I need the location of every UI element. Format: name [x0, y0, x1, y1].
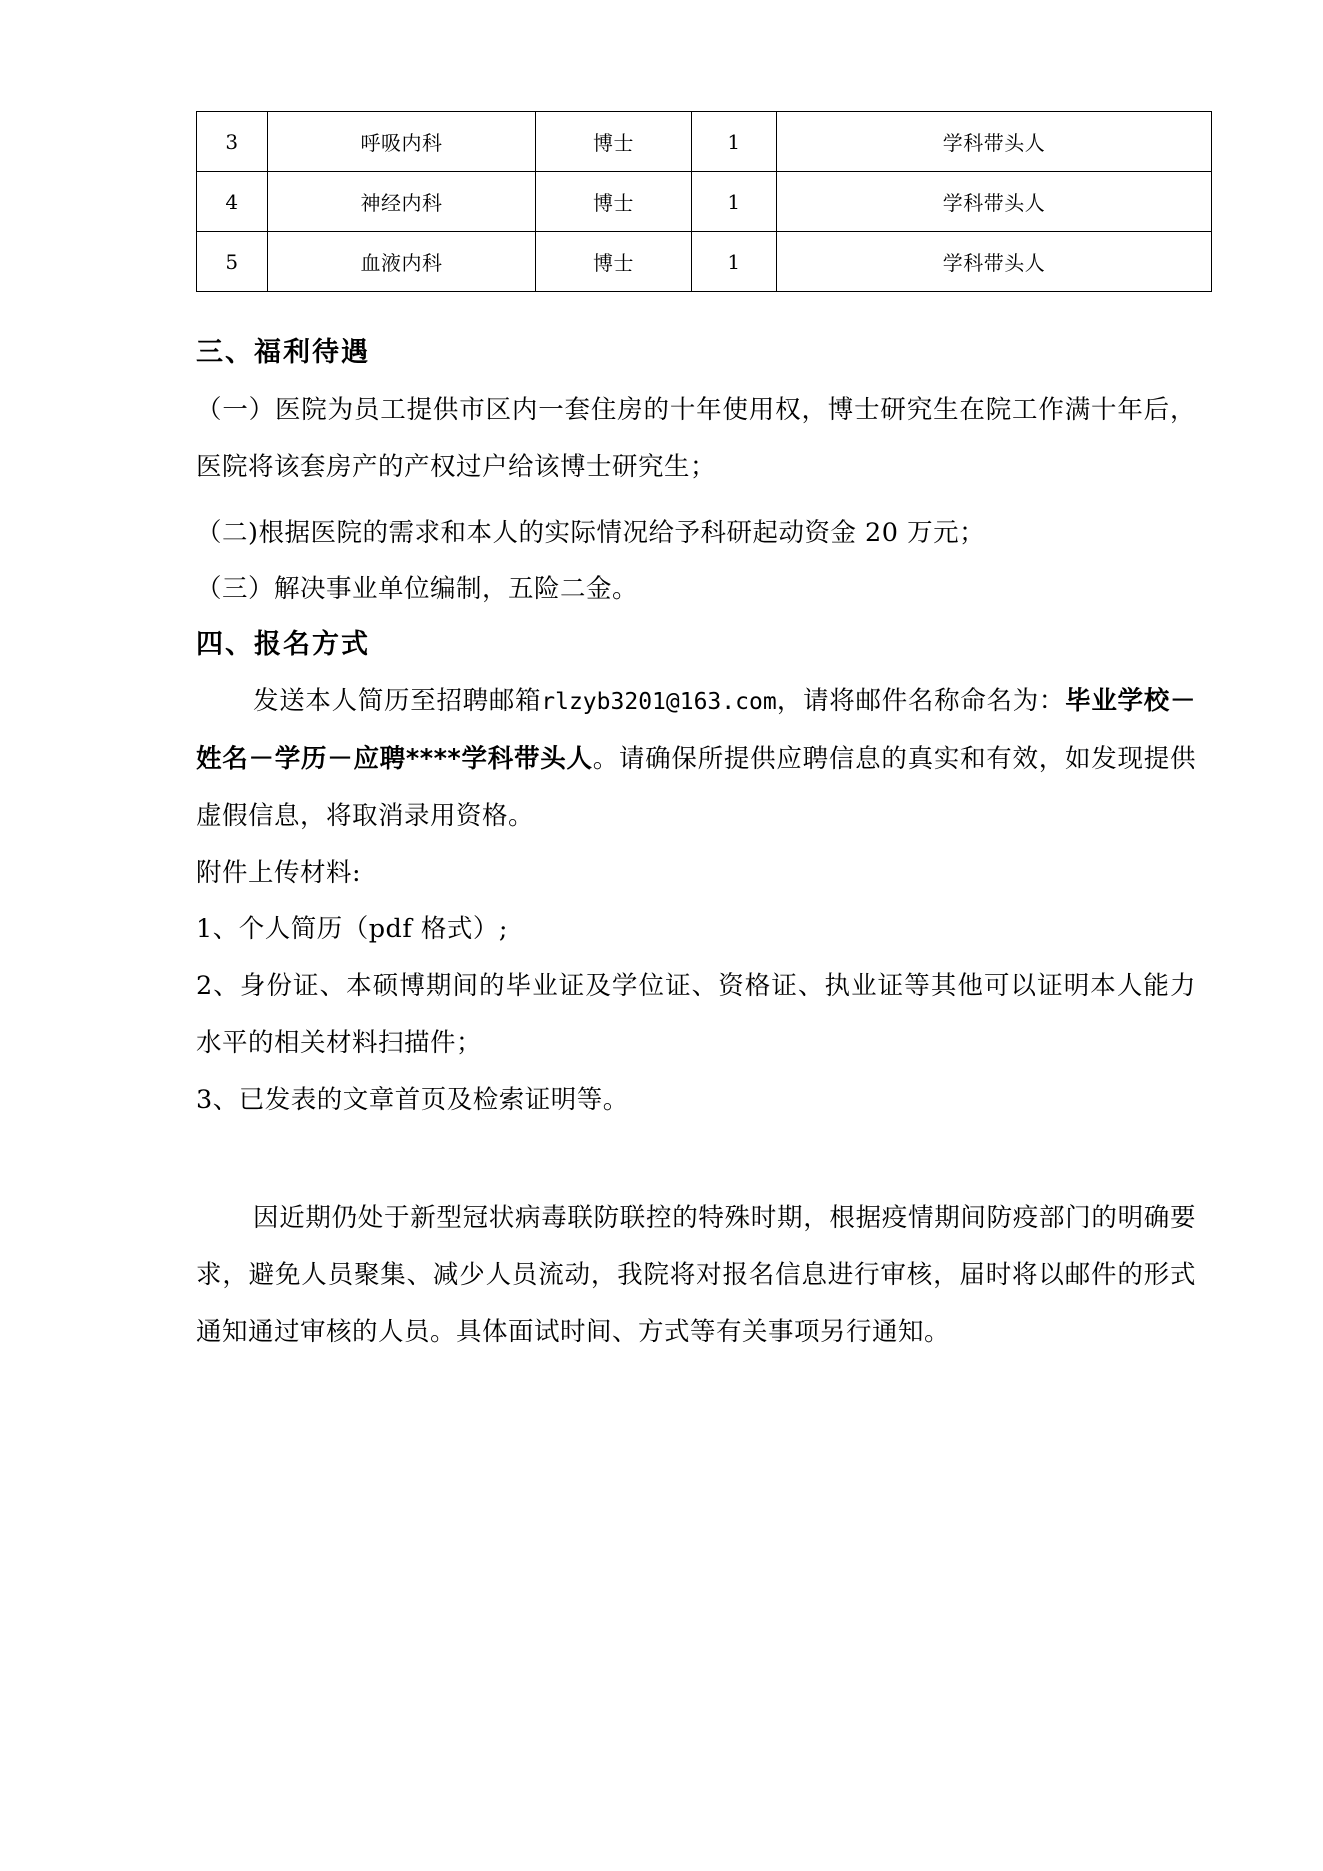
cell-num: 1	[692, 172, 777, 232]
benefits-item-1: （一）医院为员工提供市区内一套住房的十年使用权，博士研究生在院工作满十年后，医院将该套房产的产权过户给该博士研究生；	[196, 395, 1196, 482]
cell-role: 学科带头人	[777, 112, 1212, 172]
cell-no: 4	[197, 172, 268, 232]
cell-dept: 神经内科	[268, 172, 536, 232]
section-heading-benefits: 三、福利待遇	[196, 337, 370, 368]
cell-num: 1	[692, 112, 777, 172]
recruitment-table	[196, 111, 1212, 292]
cell-no: 3	[197, 112, 268, 172]
table-row	[197, 112, 1212, 172]
cell-dept: 血液内科	[268, 232, 536, 292]
benefits-item-2: （二)根据医院的需求和本人的实际情况给予科研起动资金 20 万元；	[196, 518, 986, 548]
section-heading-apply: 四、报名方式	[196, 629, 370, 660]
cell-role: 学科带头人	[777, 232, 1212, 292]
covid-notice: 因近期仍处于新型冠状病毒联防联控的特殊时期，根据疫情期间防疫部门的明确要求，避免人员聚集、减少人员流动，我院将对报名信息进行审核，届时将以邮件的形式通知通过审核的人员。具体面试时间、方式等有关事项另行通知。	[196, 1203, 1196, 1347]
apply-intro-tail: 。请确保所提供应聘信息的真实和有效，如发现提供虚假信息，将取消录用资格。	[196, 744, 1196, 831]
table-row	[197, 232, 1212, 292]
table-row	[197, 172, 1212, 232]
apply-intro-text: 发送本人简历至招聘邮箱	[253, 686, 542, 716]
benefits-item-3: （三）解决事业单位编制，五险二金。	[196, 574, 639, 604]
apply-name-rule: 毕业学校－姓名－学历－应聘****学科带头人	[196, 686, 1196, 774]
cell-edu: 博士	[536, 172, 692, 232]
attachment-item-2: 2、身份证、本硕博期间的毕业证及学位证、资格证、执业证等其他可以证明本人能力水平的相关材料扫描件；	[196, 971, 1196, 1058]
cell-no: 5	[197, 232, 268, 292]
cell-num: 1	[692, 232, 777, 292]
cell-dept: 呼吸内科	[268, 112, 536, 172]
attachment-item-3: 3、已发表的文章首页及检索证明等。	[196, 1085, 629, 1115]
apply-email: rlzyb3201@163.com	[541, 689, 777, 715]
cell-edu: 博士	[536, 112, 692, 172]
apply-instructions	[196, 673, 1196, 845]
cell-role: 学科带头人	[777, 172, 1212, 232]
attachment-title: 附件上传材料:	[196, 858, 362, 888]
cell-edu: 博士	[536, 232, 692, 292]
apply-intro-text-2: ，请将邮件名称命名为：	[776, 686, 1066, 716]
attachment-item-1: 1、个人简历（pdf 格式）;	[196, 914, 509, 944]
